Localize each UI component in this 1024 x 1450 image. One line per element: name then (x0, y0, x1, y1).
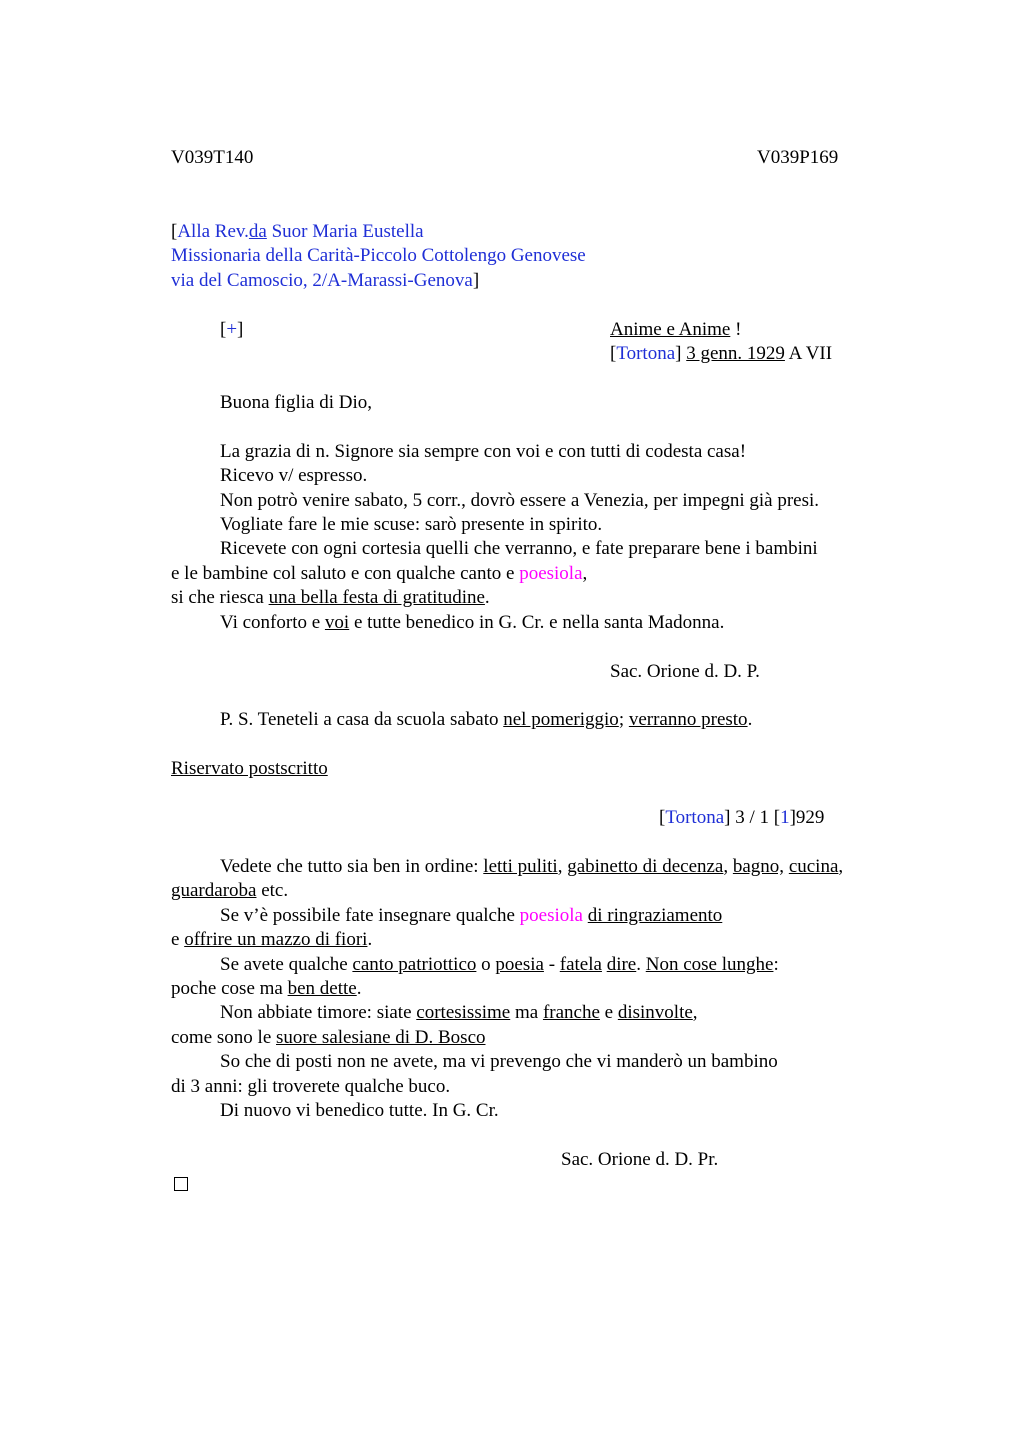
post-line-2 (171, 879, 288, 903)
post-line-8 (171, 1026, 486, 1050)
ps-underlined-1: nel pomeriggio (503, 709, 619, 730)
cross-mark: [+] (220, 319, 244, 340)
address-line-3: via del Camoscio, 2/A-Marassi-Genova] (171, 270, 480, 291)
item-letti: letti puliti (483, 856, 558, 877)
ps-date-digit: 1 (780, 807, 790, 828)
postscript (220, 708, 752, 732)
post-line-7 (220, 1001, 698, 1025)
body-line-7-end: . (484, 587, 490, 608)
body-line-6-text: e le bambine col saluto e con qualche canto e (171, 563, 520, 584)
ps-date-mid: 3 / 1 (730, 807, 774, 828)
item-cucina: cucina (788, 856, 839, 877)
post-line-7-ma: ma (510, 1002, 543, 1023)
post-line-5-colon: : (773, 954, 779, 975)
date-value: 3 genn. 1929 (686, 343, 785, 364)
underlined-fatela: fatela (559, 954, 602, 975)
salutation: Buona figlia di Dio, (220, 392, 372, 413)
body-line-2: Ricevo v/ espresso. (220, 465, 368, 486)
item-bagno: bagno, (732, 856, 785, 877)
post-line-6-text: poche cose ma (171, 978, 288, 999)
letter-date: [Tortona] 3 genn. 1929 A VII (610, 343, 833, 364)
post-line-8-text: come sono le (171, 1027, 277, 1048)
post-line-5-o: o (476, 954, 496, 975)
underlined-disinvolte: disinvolte (617, 1002, 693, 1023)
post-line-5-dash: - (543, 954, 560, 975)
highlight-poesiola: poesiola (519, 563, 583, 584)
post-line-4-end: . (367, 929, 373, 950)
ps-end: . (747, 709, 753, 730)
post-line-7-e: e (599, 1002, 618, 1023)
post-line-5: Se avete qualche canto patriottico o poesia - fatela dire. Non cose lunghe: (220, 954, 779, 975)
address-line-1: [Alla Rev.da Suor Maria Eustella (171, 221, 424, 242)
motto-text: Anime e Anime (610, 319, 731, 340)
body-line-6-end: , (582, 563, 588, 584)
body-line-1: La grazia di n. Signore sia sempre con voi e con tutti di codesta casa! (220, 441, 747, 462)
date-era: A VII (784, 343, 833, 364)
post-line-1: Vedete che tutto sia ben in ordine: letti puliti, gabinetto di decenza, bagno, cucina, (220, 856, 844, 877)
underlined-cortesissime: cortesissime (416, 1002, 511, 1023)
ps-sep: ; (618, 709, 629, 730)
underlined-franche: franche (542, 1002, 600, 1023)
underlined-ringraziamento: di ringraziamento (587, 905, 723, 926)
signature-2: Sac. Orione d. D. Pr. (561, 1149, 719, 1170)
post-line-10: di 3 anni: gli troverete qualche buco. (171, 1076, 451, 1097)
signature-1: Sac. Orione d. D. P. (610, 661, 760, 682)
post-line-2-end: etc. (256, 880, 289, 901)
body-line-8 (220, 611, 724, 635)
body-line-8-end: e tutte benedico in G. Cr. e nella santa Madonna. (349, 612, 725, 633)
document-code-left: V039T140 (171, 147, 254, 168)
post-line-3 (220, 904, 722, 928)
post-line-7-end: , (692, 1002, 698, 1023)
underlined-salesiane: suore salesiane di D. Bosco (276, 1027, 486, 1048)
underlined-ben-dette: ben dette (287, 978, 357, 999)
post-line-6-end: . (356, 978, 362, 999)
highlight-poesiola-2: poesiola (519, 905, 583, 926)
body-line-7 (171, 586, 490, 610)
post-line-7-text: Non abbiate timore: siate (220, 1002, 417, 1023)
address-line-2: Missionaria della Carità-Piccolo Cottolengo Genovese (171, 245, 586, 266)
post-line-3-text: Se v’è possibile fate insegnare qualche (220, 905, 520, 926)
postscript-date: [Tortona] 3 / 1 [1]929 (659, 807, 825, 828)
address-recipient-name: Suor Maria Eustella (266, 221, 424, 242)
body-line-5: Ricevete con ogni cortesia quelli che verranno, e fate preparare bene i bambini (220, 538, 818, 559)
post-line-1-text: Vedete che tutto sia ben in ordine: (220, 856, 484, 877)
underlined-phrase: una bella festa di gratitudine (268, 587, 485, 608)
document-code-right: V039P169 (757, 147, 839, 168)
date-place: Tortona (616, 343, 676, 364)
body-line-4: Vogliate fare le mie scuse: sarò presente in spirito. (220, 514, 603, 535)
post-line-9: So che di posti non ne avete, ma vi prevengo che vi manderò un bambino (220, 1051, 778, 1072)
item-gabinetto: gabinetto di decenza (567, 856, 724, 877)
motto (610, 318, 741, 342)
body-line-7-text: si che riesca (171, 587, 269, 608)
address-street: via del Camoscio, 2/A-Marassi-Genova (171, 270, 473, 291)
address-recipient-abbrev: da (248, 221, 267, 242)
ps-date-end: 929 (795, 807, 825, 828)
ps-date-place: Tortona (665, 807, 725, 828)
underlined-dire: dire (606, 954, 637, 975)
body-line-8-text: Vi conforto e (220, 612, 325, 633)
cross-symbol: + (226, 319, 238, 340)
post-line-6 (171, 977, 361, 1001)
post-line-4-text: e (171, 929, 185, 950)
underlined-fiori: offrire un mazzo di fiori (184, 929, 368, 950)
body-line-3: Non potrò venire sabato, 5 corr., dovrò essere a Venezia, per impegni già presi. (220, 490, 820, 511)
post-line-11: Di nuovo vi benedico tutte. In G. Cr. (220, 1100, 499, 1121)
address-recipient-title: Alla Rev. (177, 221, 249, 242)
underlined-word: voi (324, 612, 350, 633)
motto-suffix: ! (730, 319, 742, 340)
underlined-poesia: poesia (495, 954, 544, 975)
ps-underlined-2: verranno presto (628, 709, 748, 730)
post-line-4 (171, 928, 372, 952)
underlined-canto: canto patriottico (352, 954, 477, 975)
item-guardaroba: guardaroba (171, 880, 257, 901)
post-line-5-text: Se avete qualche (220, 954, 353, 975)
body-line-6 (171, 562, 587, 586)
reserved-heading: Riservato postscritto (171, 758, 328, 779)
underlined-non-cose-lunghe: Non cose lunghe (645, 954, 774, 975)
ps-text: P. S. Teneteli a casa da scuola sabato (220, 709, 504, 730)
end-box-icon (174, 1177, 188, 1191)
